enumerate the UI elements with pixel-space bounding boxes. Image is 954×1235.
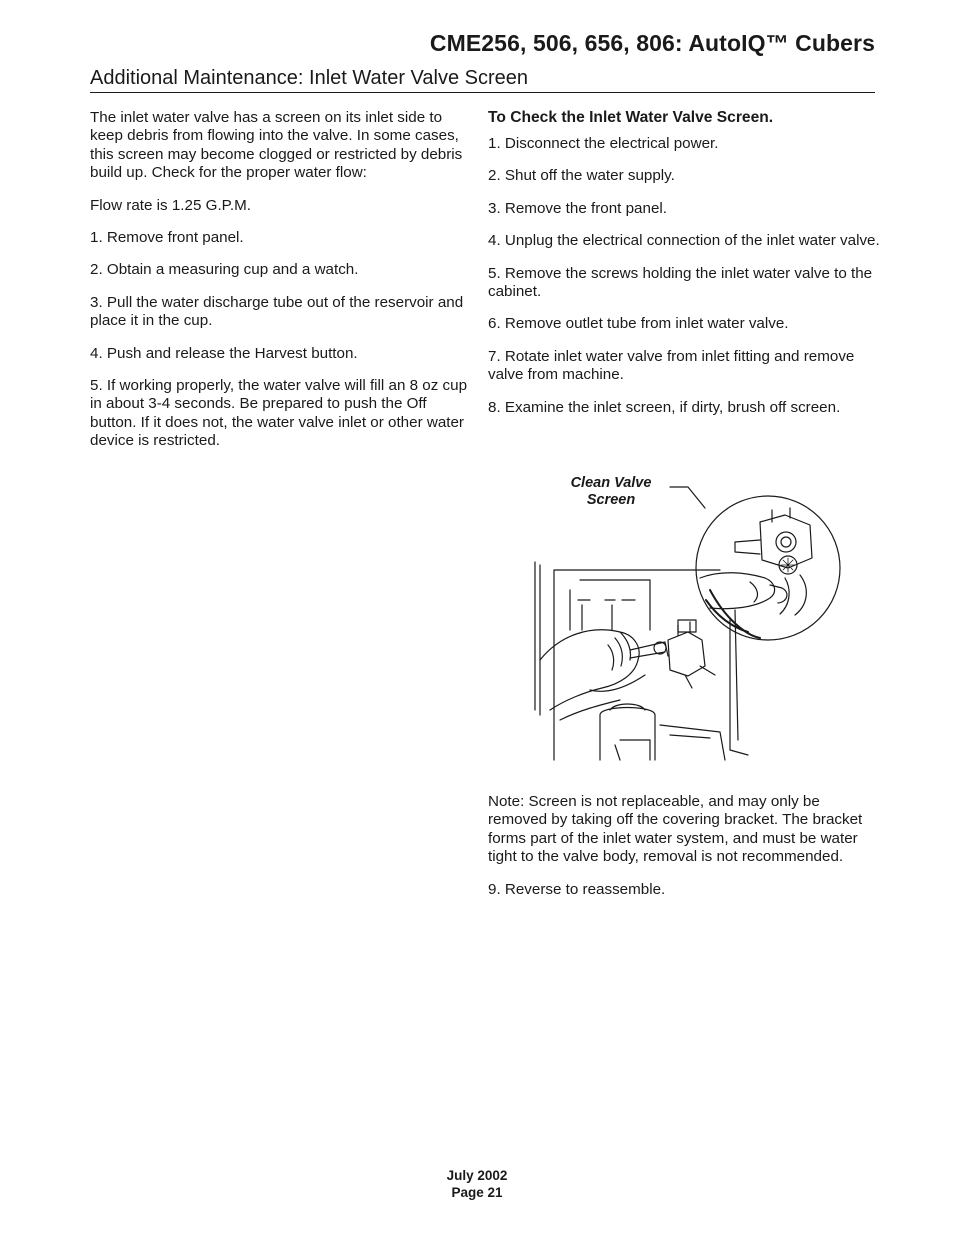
page-footer	[0, 1167, 954, 1201]
right-column-steps	[488, 135, 880, 431]
motor-housing	[600, 704, 655, 760]
left-column	[90, 109, 475, 465]
hand-drawing	[540, 630, 639, 710]
check-step-7: 7. Rotate inlet water valve from inlet fitting and remove valve from machine.	[488, 347, 855, 384]
check-step-8: 8. Examine the inlet screen, if dirty, brush off screen.	[488, 398, 841, 416]
figure-callout-label: Clean Valve Screen	[570, 475, 652, 508]
check-step-6: 6. Remove outlet tube from inlet water valve.	[488, 315, 789, 333]
callout-leader-line	[670, 487, 705, 508]
magnified-valve	[735, 508, 812, 568]
footer-date: July 2002	[446, 1168, 508, 1183]
flow-step-4: 4. Push and release the Harvest button.	[90, 344, 358, 362]
note-text: Note: Screen is not replaceable, and may only be removed by taking off the covering bracket. The bracket forms part of the inlet water system, and must be water tight to the valve body, removal is not recommended.	[488, 793, 863, 866]
footer-page-number: Page 21	[451, 1185, 503, 1200]
flow-step-5: 5. If working properly, the water valve will fill an 8 oz cup in about 3-4 seconds. Be prepared to push the Off button. If it does not, the water valve inlet or other water device is restricted.	[90, 377, 468, 450]
magnifier-circle	[696, 496, 840, 640]
check-step-3: 3. Remove the front panel.	[488, 199, 667, 217]
header-divider	[90, 92, 875, 93]
note-block	[488, 793, 880, 913]
flow-step-3: 3. Pull the water discharge tube out of the reservoir and place it in the cup.	[90, 293, 464, 330]
intro-paragraph: The inlet water valve has a screen on its inlet side to keep debris from flowing into the valve. In some cases, this screen may become clogged or restricted by debris build up. Check for the proper water flow:	[90, 109, 463, 182]
flow-step-1: 1. Remove front panel.	[90, 229, 244, 247]
flow-rate-text: Flow rate is 1.25 G.P.M.	[90, 196, 251, 214]
check-step-9: 9. Reverse to reassemble.	[488, 880, 666, 898]
brush-tool	[630, 642, 668, 658]
check-step-2: 2. Shut off the water supply.	[488, 167, 675, 185]
check-screen-heading: To Check the Inlet Water Valve Screen.	[488, 109, 774, 126]
cabinet-frame	[535, 562, 748, 760]
section-title: Additional Maintenance: Inlet Water Valve Screen	[90, 67, 529, 89]
check-step-5: 5. Remove the screws holding the inlet water valve to the cabinet.	[488, 264, 873, 301]
flow-step-2: 2. Obtain a measuring cup and a watch.	[90, 261, 359, 279]
document-title: CME256, 506, 656, 806: AutoIQ™ Cubers	[429, 30, 875, 56]
check-step-4: 4. Unplug the electrical connection of the inlet water valve.	[488, 232, 880, 250]
check-step-1: 1. Disconnect the electrical power.	[488, 135, 719, 152]
valve-screen-illustration	[520, 470, 850, 766]
